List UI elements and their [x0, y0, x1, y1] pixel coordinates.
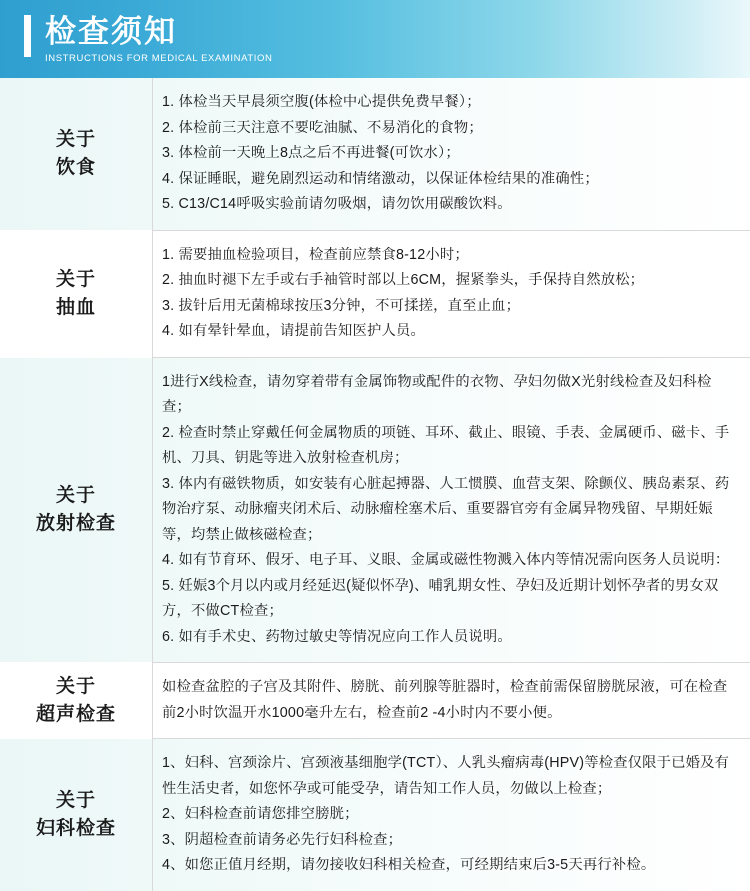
instruction-line: 6. 如有手术史、药物过敏史等情况应向工作人员说明。 — [162, 628, 512, 645]
section-radiology — [0, 358, 750, 663]
instruction-line: 3. 体检前一天晚上8点之后不再进餐(可饮水）； — [162, 145, 460, 161]
section-label-line2: 抽血 — [55, 296, 96, 318]
section-text-radiology — [152, 358, 750, 663]
instruction-line: 1. 需要抽血检验项目，检查前应禁食8-12小时； — [162, 246, 469, 263]
section-label-line2: 超声检查 — [35, 703, 116, 725]
instruction-line: 1进行X线检查，请勿穿着带有金属饰物或配件的衣物、孕妇勿做X光射线检查及妇科检查； — [162, 373, 712, 415]
instruction-line: 1、妇科、宫颈涂片、宫颈液基细胞学(TCT）、人乳头瘤病毒(HPV)等检查仅限于已婚及有性生活史者，如您怀孕或可能受孕，请告知工作人员，勿做以上检查； — [162, 755, 730, 797]
instruction-line: 2. 抽血时褪下左手或右手袖管时部以上6CM，握紧拳头，手保持自然放松； — [162, 272, 645, 288]
header-accent-bar — [24, 15, 31, 57]
section-label-line1: 关于 — [55, 128, 96, 150]
divider-vertical — [152, 78, 153, 230]
instruction-line: 2、妇科检查前请您排空膀胱； — [162, 806, 359, 822]
section-text-gynecology — [152, 739, 750, 891]
section-label-line1: 关于 — [55, 789, 96, 811]
section-blood-draw — [0, 231, 750, 357]
section-ultrasound — [0, 663, 750, 738]
section-gynecology — [0, 739, 750, 891]
section-text-diet — [152, 78, 750, 230]
page-title: 检查须知 — [45, 13, 177, 49]
instruction-line: 1. 体检当天早晨须空腹(体检中心提供免费早餐）； — [162, 94, 481, 110]
instruction-line: 4. 保证睡眠，避免剧烈运动和情绪激动，以保证体检结果的准确性； — [162, 170, 599, 187]
instruction-line: 2. 体检前三天注意不要吃油腻、不易消化的食物； — [162, 119, 483, 136]
instruction-line: 如检查盆腔的子宫及其附件、膀胱、前列腺等脏器时，检查前需保留膀胱尿液，可在检查前2小时饮温开水1000毫升左右，检查前2 -4小时内不要小便。 — [162, 679, 728, 721]
section-label-line1: 关于 — [55, 484, 96, 506]
section-text-blood-draw — [152, 231, 750, 357]
instruction-line: 4. 如有晕针晕血，请提前告知医护人员。 — [162, 323, 425, 339]
instruction-line: 3. 拔针后用无菌棉球按压3分钟，不可揉搓，直至止血； — [162, 297, 521, 314]
section-label-line2: 放射检查 — [35, 512, 116, 534]
section-diet — [0, 78, 750, 230]
instructions-list — [0, 78, 750, 891]
instruction-line: 5. C13/C14呼吸实验前请勿吸烟，请勿饮用碳酸饮料。 — [162, 196, 512, 212]
instruction-line: 4、如您正值月经期，请勿接收妇科相关检查，可经期结束后3-5天再行补检。 — [162, 857, 656, 873]
divider-vertical — [152, 358, 153, 663]
section-label-radiology — [0, 358, 152, 663]
instruction-line: 2. 检查时禁止穿戴任何金属物质的项链、耳环、截止、眼镜、手表、金属硬币、磁卡、手机、刀具、钥匙等进入放射检查机房； — [162, 424, 730, 466]
section-label-line2: 妇科检查 — [35, 817, 116, 839]
instruction-line: 5. 妊娠3个月以内或月经延迟(疑似怀孕)、哺乳期女性、孕妇及近期计划怀孕者的男女双方，不做CT检查； — [162, 577, 719, 619]
section-label-ultrasound — [0, 663, 152, 738]
divider-vertical — [152, 739, 153, 891]
section-label-blood-draw — [0, 231, 152, 357]
section-label-line1: 关于 — [55, 268, 96, 290]
divider-vertical — [152, 663, 153, 738]
page-header — [0, 0, 750, 78]
header-text-block — [45, 15, 272, 64]
instruction-line: 4. 如有节育环、假牙、电子耳、义眼、金属或磁性物溅入体内等情况需向医务人员说明： — [162, 552, 730, 568]
section-label-diet — [0, 78, 152, 230]
instruction-line: 3. 体内有磁铁物质，如安装有心脏起搏器、人工惯膜、血营支架、除颤仪、胰岛素泵、药物治疗泵、动脉瘤夹闭术后、动脉瘤栓塞术后、重要器官旁有金属异物残留、早期妊娠等，均禁止做核磁检查； — [162, 475, 730, 543]
section-label-line1: 关于 — [55, 675, 96, 697]
page-subtitle: INSTRUCTIONS FOR MEDICAL EXAMINATION — [45, 52, 273, 64]
section-label-line2: 饮食 — [55, 156, 96, 178]
section-text-ultrasound — [152, 663, 750, 738]
section-label-gynecology — [0, 739, 152, 891]
divider-vertical — [152, 231, 153, 357]
instruction-line: 3、阴超检查前请务必先行妇科检查； — [162, 831, 403, 848]
